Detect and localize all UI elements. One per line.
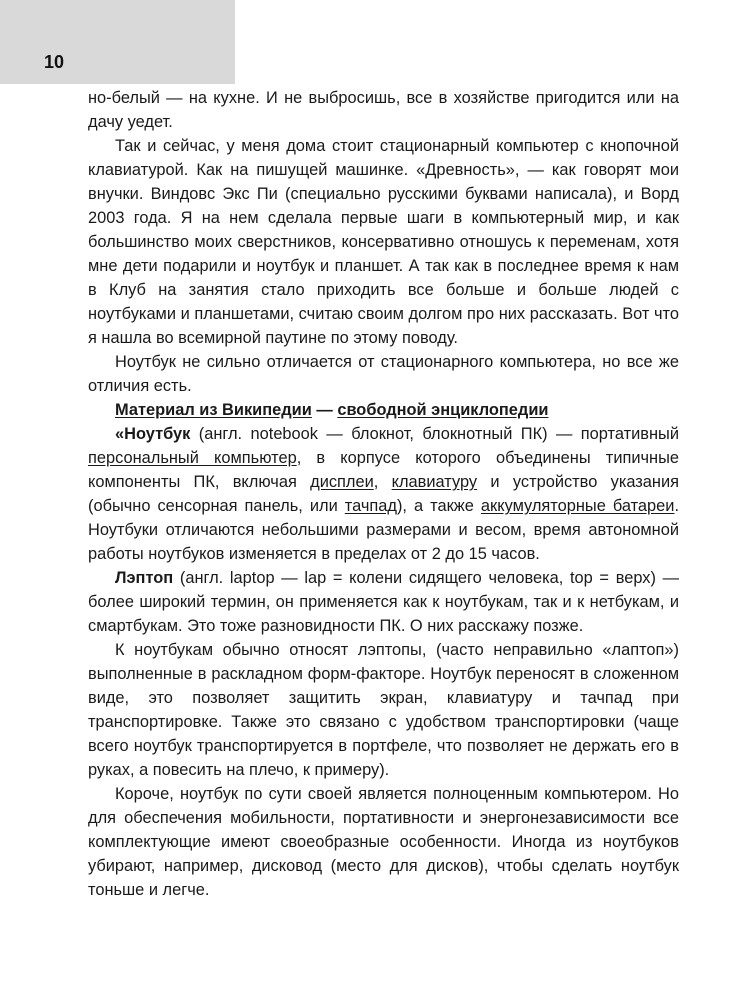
heading-wikipedia-link[interactable]: Материал из Википедии: [115, 401, 312, 419]
text-segment: и устройство указания (обычно сенсорная панель, или: [88, 473, 679, 515]
paragraph-continued: но-белый — на кухне. И не выбросишь, все в хозяйстве пригодится или на дачу уедет.: [88, 89, 679, 131]
paragraph-notebook-definition: [88, 422, 679, 566]
text-segment: (англ. notebook — блокнот, блокнотный ПК) — портативный: [190, 425, 679, 443]
text-segment: ), а также: [396, 497, 481, 515]
paragraph-clamshell: К ноутбукам обычно относят лэптопы, (часто неправильно «лаптоп») выполненные в раскладном форм-факторе. Ноутбук переносят в сложенном виде, это позволяет защитить экран, клавиатуру и тачпад при транспортировке. Также это связано с удобством транспортировки (чаще всего ноутбук транспортируется в портфеле, что позволяет не держать его в руках, а повесить на плечо, к примеру).: [88, 641, 679, 779]
page-number-tab: [0, 0, 235, 84]
paragraph-laptop-differences: Ноутбук не сильно отличается от стационарного компьютера, но все же отличия есть.: [88, 353, 679, 395]
term-notebook: «Ноутбук: [115, 425, 191, 443]
link-displays[interactable]: дисплеи: [310, 473, 374, 491]
paragraph-laptop-definition: [88, 566, 679, 638]
term-laptop: Лэптоп: [115, 569, 174, 587]
link-batteries[interactable]: аккумуляторные батареи: [480, 497, 675, 515]
link-keyboard[interactable]: клавиатуру: [391, 473, 478, 491]
wikipedia-heading: [88, 398, 679, 422]
text-segment: . Ноутбуки отличаются небольшими размерами и весом, время автономной работы ноутбуков изменяется в пределах от 2 до 15 часов.: [88, 497, 680, 563]
text-segment: , в корпусе которого объединены типичные компоненты ПК, включая: [88, 449, 679, 491]
paragraph-computer-at-home: Так и сейчас, у меня дома стоит стационарный компьютер с кнопочной клавиатурой. Как на пишущей машинке. «Древность», — как говорят мои внучки. Виндовс Экс Пи (специально русскими буквами написала), и Ворд 2003 года. Я на нем сделала первые шаги в компьютерный мир, и как большинство моих сверстников, консервативно отношусь к переменам, хотя мне дети подарили и ноутбук и планшет. А так как в последнее время к нам в Клуб на занятия стало приходить все больше и больше людей с ноутбуками и планшетами, считаю своим долгом про них рассказать. Вот что я нашла во всемирной паутине по этому поводу.: [88, 137, 679, 347]
page-body: [88, 86, 679, 902]
heading-dash: —: [311, 401, 338, 419]
link-touchpad[interactable]: тачпад: [344, 497, 397, 515]
text-segment: (англ. laptop — lap = колени сидящего человека, top = верх) — более широкий термин, он применяется как к ноутбукам, так и к нетбукам, и смартбукам. Это тоже разновидности ПК. О них расскажу позже.: [88, 569, 679, 635]
page-number: 10: [44, 52, 65, 72]
heading-free-encyclopedia-link[interactable]: свободной энциклопедии: [337, 401, 549, 419]
link-personal-computer[interactable]: персональный компьютер: [88, 449, 297, 467]
text-segment: ,: [373, 473, 392, 491]
paragraph-summary: Короче, ноутбук по сути своей является полноценным компьютером. Но для обеспечения мобильности, портативности и энергонезависимости все комплектующие имеют своеобразные особенности. Иногда из ноутбуков убирают, например, дисковод (место для дисков), чтобы сделать ноутбук тоньше и легче.: [88, 785, 679, 899]
